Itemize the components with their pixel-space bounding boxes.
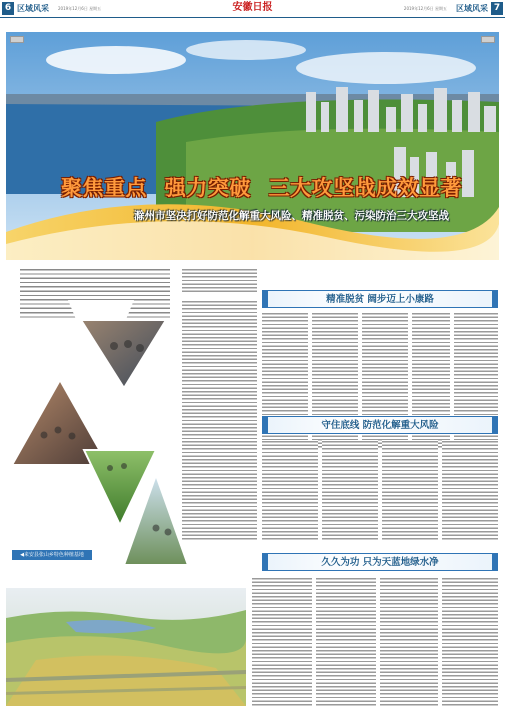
left-page-number: 6	[2, 2, 14, 15]
article-column	[442, 577, 498, 707]
article-column	[182, 268, 257, 294]
section-heading	[262, 553, 498, 571]
triangle-photos	[6, 300, 196, 590]
article-column	[252, 577, 312, 707]
banner-corner-tag-right	[481, 36, 495, 43]
photo-collage	[6, 300, 196, 590]
masthead: 安徽日报	[232, 2, 273, 13]
landscape-illustration	[6, 588, 246, 706]
section-title: 久久为功 只为天蓝地绿水净	[321, 557, 439, 568]
right-page-number: 7	[491, 2, 503, 15]
page-header	[0, 0, 505, 18]
section-title: 守住底线 防范化解重大风险	[321, 420, 439, 431]
banner-corner-tag-left	[10, 36, 24, 43]
collage-caption: ◀来安县张山乡特色种植基地	[12, 550, 92, 560]
section-title: 精准脱贫 阔步迈上小康路	[326, 294, 434, 305]
right-date: 2019年12月6日 星期五	[403, 6, 447, 11]
banner-headline: 聚焦重点 强力突破 三大攻坚战成效显著	[61, 176, 463, 200]
right-section-name: 区域风采	[456, 4, 488, 13]
article-column	[316, 577, 376, 707]
left-section-name: 区域风采	[17, 4, 49, 13]
section-heading	[262, 416, 498, 434]
banner-photo	[6, 32, 499, 260]
article-column	[380, 577, 438, 707]
left-date: 2019年12月6日 星期五	[58, 6, 102, 11]
article-column	[382, 440, 438, 540]
article-column	[262, 440, 318, 540]
banner-illustration	[6, 32, 499, 260]
banner-subheadline: 滁州市坚决打好防范化解重大风险、精准脱贫、污染防治三大攻坚战	[134, 210, 449, 222]
landscape-photo	[6, 588, 246, 706]
article-column	[442, 440, 498, 540]
section-heading	[262, 290, 498, 308]
article-column	[322, 440, 378, 540]
